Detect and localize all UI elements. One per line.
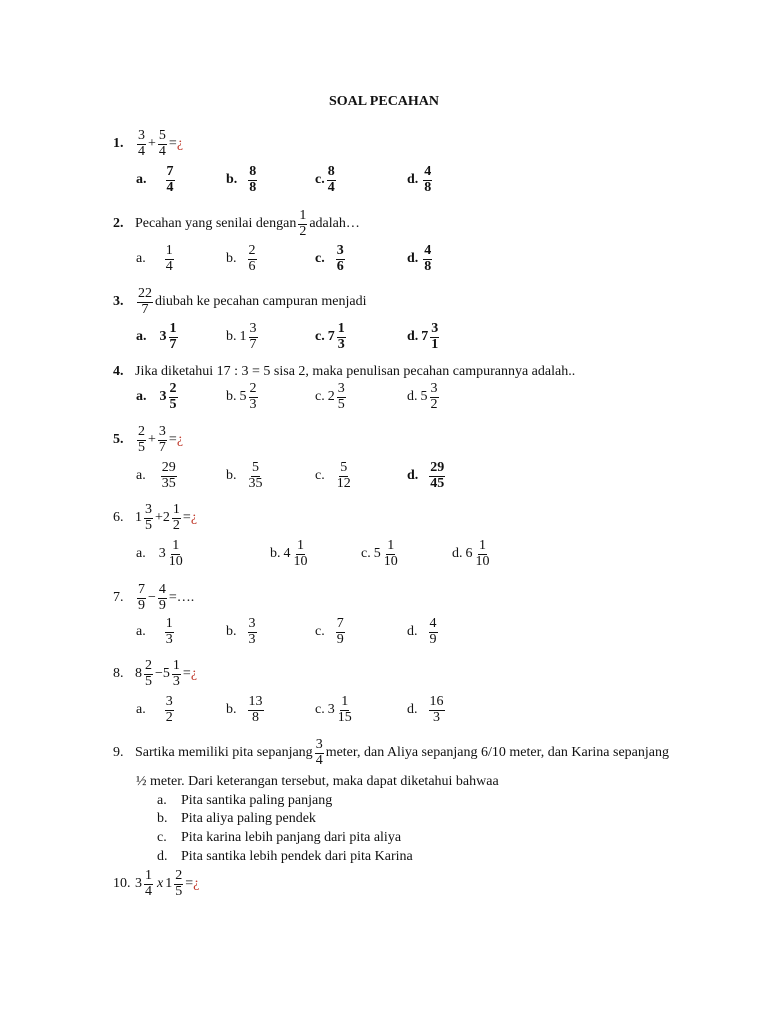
option-a: a. $\frac{3}{2}$ bbox=[136, 694, 173, 725]
question-number: 3. bbox=[113, 294, 124, 309]
question-number: 4. bbox=[113, 364, 124, 379]
option-b: b. Pita aliya paling pendek bbox=[157, 811, 316, 826]
fraction: $\frac{5}{4}$ bbox=[158, 127, 166, 159]
question-expression: $\frac{3}{4}$ + $\frac{5}{4}$ = ¿ bbox=[138, 127, 184, 159]
option-b: b. $\frac{5}{35}$ bbox=[226, 460, 263, 491]
option-a: a. Pita santika paling panjang bbox=[157, 793, 333, 808]
option-c: c. $\frac{3}{6}$ bbox=[315, 243, 344, 274]
option-d: d. $\frac{29}{45}$ bbox=[407, 460, 445, 491]
option-d: d. Pita santika lebih pendek dari pita Karina bbox=[157, 849, 413, 864]
option-a: a. 3 $\frac{2}{5}$ bbox=[136, 381, 177, 412]
option-c: c. $\frac{7}{9}$ bbox=[315, 616, 344, 647]
question-number: 8. bbox=[113, 666, 124, 681]
option-d: d. $\frac{16}{3}$ bbox=[407, 694, 444, 725]
question-number: 1. bbox=[113, 136, 124, 151]
option-c: c. Pita karina lebih panjang dari pita aliya bbox=[157, 830, 402, 845]
option-a: a. $\frac{1}{3}$ bbox=[136, 616, 173, 647]
answer-mark: ¿ bbox=[176, 136, 184, 151]
option-b: b. $\frac{13}{8}$ bbox=[226, 694, 263, 725]
question-10: 10. 3 $\frac{1}{4}$ x 1 $\frac{2}{5}$ = ¿ bbox=[113, 867, 200, 899]
option-a: a. $\frac{29}{35}$ bbox=[136, 460, 176, 491]
option-c: c. $\frac{8}{4}$ bbox=[315, 164, 335, 195]
fraction: $\frac{3}{4}$ bbox=[138, 127, 145, 159]
page-title: SOAL PECAHAN bbox=[328, 94, 440, 109]
option-b: b. $\frac{3}{3}$ bbox=[226, 616, 256, 647]
fraction: $\frac{1}{2}$ bbox=[299, 207, 307, 239]
option-c: c. 2 $\frac{3}{5}$ bbox=[315, 381, 345, 412]
question-1 bbox=[113, 124, 183, 164]
question-7: 7. $\frac{7}{9}$ − $\frac{4}{9}$ =…. bbox=[113, 581, 195, 613]
option-b: b. 4 $\frac{1}{10}$ bbox=[270, 538, 308, 569]
option-a: a. 3 $\frac{1}{10}$ bbox=[136, 538, 183, 569]
option-c: c. $\frac{5}{12}$ bbox=[315, 460, 351, 491]
question-number: 2. bbox=[113, 216, 124, 231]
question-9: 9. Sartika memiliki pita sepanjang $\frac{3}{4}$ meter, dan Aliya sepanjang 6/10 meter, dan Karina sepanjang bbox=[113, 736, 670, 768]
option-c: c. 7 $\frac{1}{3}$ bbox=[315, 321, 345, 352]
question-2: 2. Pecahan yang senilai dengan $\frac{1}{2}$ adalah… bbox=[113, 207, 360, 239]
option-d: d. 7 $\frac{3}{1}$ bbox=[407, 321, 439, 352]
question-9-line2: ½ meter. Dari keterangan tersebut, maka dapat diketahui bahwaa bbox=[136, 774, 499, 789]
question-4: 4. Jika diketahui 17 : 3 = 5 sisa 2, maka penulisan pecahan campurannya adalah.. bbox=[113, 364, 576, 379]
answer-mark: ¿ bbox=[193, 876, 200, 891]
answer-mark: ¿ bbox=[190, 510, 198, 525]
question-number: 10. bbox=[113, 876, 131, 891]
question-number: 7. bbox=[113, 590, 124, 605]
question-8: 8. 8 $\frac{2}{5}$ − 5 $\frac{1}{3}$ = ¿ bbox=[113, 657, 198, 689]
option-a: a. $\frac{7}{4}$ bbox=[136, 164, 174, 195]
option-d: d. $\frac{4}{8}$ bbox=[407, 243, 432, 274]
option-a: a. $\frac{1}{4}$ bbox=[136, 243, 173, 274]
option-d: d. $\frac{4}{9}$ bbox=[407, 616, 437, 647]
question-5: 5. $\frac{2}{5}$ + $\frac{3}{7}$ = ¿ bbox=[113, 423, 184, 455]
option-b: b. $\frac{2}{6}$ bbox=[226, 243, 256, 274]
option-b: b. $\frac{8}{8}$ bbox=[226, 164, 257, 195]
option-d: d. 5 $\frac{3}{2}$ bbox=[407, 381, 438, 412]
question-number: 9. bbox=[113, 745, 124, 760]
question-number: 6. bbox=[113, 510, 124, 525]
option-d: d. 6 $\frac{1}{10}$ bbox=[452, 538, 490, 569]
answer-mark: ¿ bbox=[190, 666, 198, 681]
answer-mark: ¿ bbox=[176, 432, 184, 447]
question-6: 6. 1 $\frac{3}{5}$ + 2 $\frac{1}{2}$ = ¿ bbox=[113, 501, 198, 533]
option-d: d. $\frac{4}{8}$ bbox=[407, 164, 432, 195]
question-number: 5. bbox=[113, 432, 124, 447]
option-c: c. 5 $\frac{1}{10}$ bbox=[361, 538, 398, 569]
option-b: b. 5 $\frac{2}{3}$ bbox=[226, 381, 257, 412]
question-3: 3. $\frac{22}{7}$ diubah ke pecahan campuran menjadi bbox=[113, 285, 367, 317]
option-b: b. 1 $\frac{3}{7}$ bbox=[226, 321, 257, 352]
fraction: $\frac{22}{7}$ bbox=[138, 285, 152, 317]
option-c: c. 3 $\frac{1}{15}$ bbox=[315, 694, 352, 725]
option-a: a. 3 $\frac{1}{7}$ bbox=[136, 321, 177, 352]
